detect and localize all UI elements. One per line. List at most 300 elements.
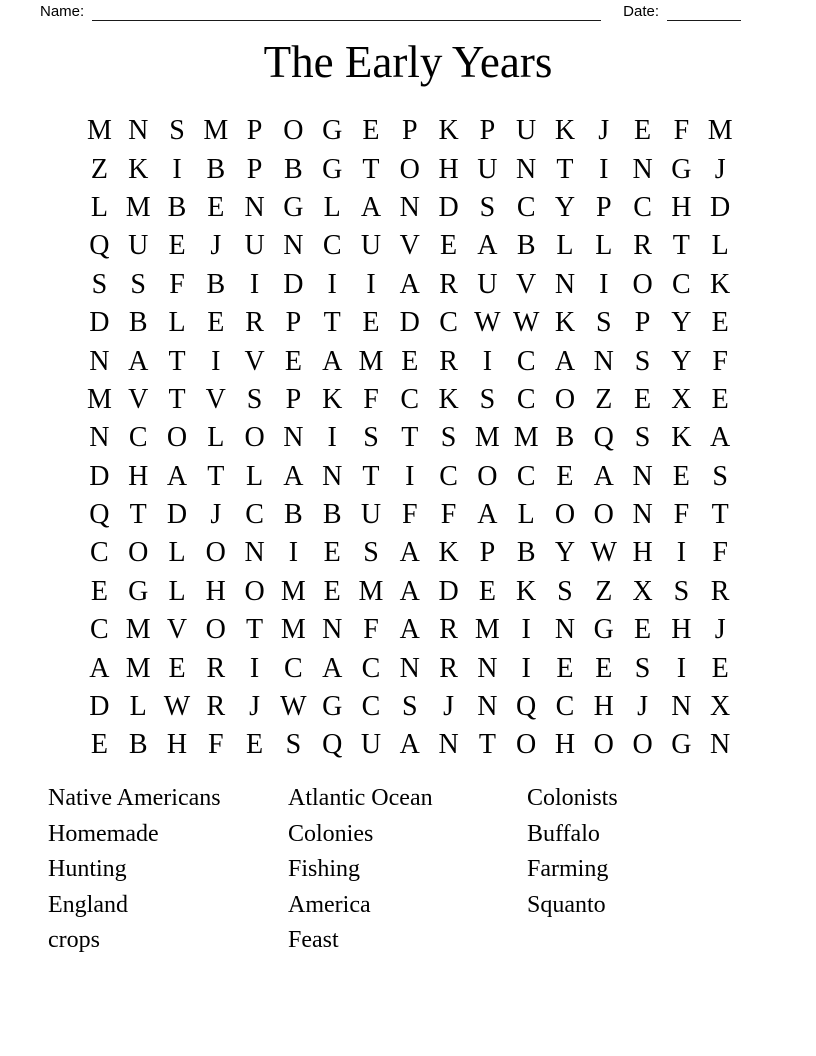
grid-cell: D — [399, 307, 420, 339]
grid-cell: I — [327, 422, 337, 454]
grid-cell: C — [439, 460, 458, 492]
grid-cell: A — [710, 422, 731, 454]
grid-cell: I — [521, 652, 531, 684]
word-list-item: England — [48, 891, 128, 918]
grid-cell: O — [632, 729, 653, 761]
grid-cell: L — [323, 191, 341, 223]
grid-cell: U — [360, 499, 382, 531]
grid-cell: G — [593, 614, 614, 646]
grid-cell: T — [323, 307, 341, 339]
grid-cell: E — [168, 652, 186, 684]
grid-cell: U — [360, 230, 382, 262]
grid-cell: S — [557, 575, 573, 607]
grid-cell: K — [438, 115, 459, 147]
grid-cell: R — [439, 268, 458, 300]
grid-cell: E — [362, 307, 380, 339]
grid-cell: D — [438, 191, 459, 223]
grid-cell: O — [244, 422, 265, 454]
grid-cell: H — [671, 614, 692, 646]
grid-cell: S — [479, 191, 496, 223]
grid-cell: G — [322, 115, 343, 147]
grid-cell: Q — [322, 729, 343, 761]
grid-cell: R — [633, 230, 652, 262]
grid-cell: I — [599, 153, 609, 185]
grid-cell: P — [634, 307, 651, 339]
grid-cell: M — [203, 115, 229, 147]
grid-cell: O — [399, 153, 420, 185]
grid-cell: C — [633, 191, 652, 223]
grid-cell: Z — [90, 153, 108, 185]
grid-cell: V — [205, 383, 226, 415]
grid-cell: B — [322, 499, 342, 531]
grid-cell: T — [401, 422, 419, 454]
grid-cell: U — [244, 230, 265, 262]
grid-cell: Q — [516, 691, 537, 723]
word-list-item: Native Americans — [48, 785, 221, 811]
grid-cell: A — [399, 268, 420, 300]
grid-cell: A — [399, 575, 420, 607]
grid-cell: M — [474, 422, 500, 454]
grid-cell: V — [516, 268, 537, 300]
grid-cell: D — [89, 460, 110, 492]
grid-cell: I — [521, 614, 531, 646]
grid-cell: B — [516, 537, 536, 569]
grid-cell: V — [166, 614, 188, 646]
grid-cell: S — [479, 383, 496, 415]
grid-cell: M — [125, 652, 151, 684]
grid-cell: N — [554, 268, 576, 300]
grid-cell: E — [246, 729, 264, 761]
grid-cell: L — [711, 230, 729, 262]
grid-cell: I — [327, 268, 337, 300]
grid-cell: I — [288, 537, 299, 569]
grid-cell: C — [90, 614, 109, 646]
grid-cell: F — [363, 383, 379, 415]
grid-cell: K — [438, 537, 459, 569]
grid-cell: S — [712, 460, 728, 492]
grid-cell: K — [438, 383, 459, 415]
grid-cell: Y — [554, 537, 576, 569]
grid-cell: R — [439, 652, 458, 684]
grid-cell: N — [399, 191, 420, 223]
grid-cell: E — [672, 460, 690, 492]
grid-cell: O — [516, 729, 537, 761]
word-list-item: America — [288, 891, 371, 918]
grid-cell: Z — [595, 575, 613, 607]
grid-cell: O — [554, 499, 576, 531]
grid-cell: F — [169, 268, 185, 300]
grid-cell: M — [280, 614, 306, 646]
grid-cell: J — [443, 691, 455, 723]
grid-cell: L — [595, 230, 613, 262]
grid-cell: W — [474, 307, 501, 339]
grid-cell: O — [283, 115, 304, 147]
grid-cell: N — [632, 460, 653, 492]
word-list-item: Fishing — [288, 856, 361, 883]
grid-cell: G — [322, 691, 343, 723]
grid-cell: E — [284, 345, 302, 377]
grid-cell: N — [89, 422, 110, 454]
grid-cell: A — [477, 499, 498, 531]
grid-cell: E — [401, 345, 419, 377]
grid-cell: C — [516, 191, 536, 223]
date-label: Date: — [623, 3, 659, 20]
grid-cell: C — [128, 422, 148, 454]
grid-cell: I — [366, 268, 376, 300]
word-list-item: Farming — [527, 856, 609, 883]
grid-cell: K — [322, 383, 343, 415]
grid-cell: J — [598, 115, 610, 147]
grid-cell: C — [361, 652, 381, 684]
grid-cell: C — [322, 230, 342, 262]
grid-cell: N — [477, 652, 498, 684]
grid-cell: E — [711, 307, 729, 339]
grid-cell: O — [128, 537, 149, 569]
grid-cell: H — [128, 460, 149, 492]
grid-cell: E — [595, 652, 613, 684]
grid-cell: N — [244, 191, 265, 223]
grid-cell: S — [285, 729, 302, 761]
grid-cell: L — [246, 460, 264, 492]
grid-cell: S — [634, 652, 651, 684]
grid-cell: N — [322, 614, 343, 646]
grid-cell: A — [593, 460, 614, 492]
word-list-item: Feast — [288, 927, 339, 954]
grid-cell: F — [208, 729, 224, 761]
grid-cell: I — [482, 345, 493, 377]
grid-cell: S — [673, 575, 690, 607]
grid-cell: J — [637, 691, 648, 723]
grid-cell: C — [284, 652, 303, 684]
grid-cell: I — [172, 153, 182, 185]
grid-cell: D — [710, 191, 731, 223]
grid-cell: E — [362, 115, 380, 147]
grid-cell: I — [676, 652, 687, 684]
grid-cell: U — [477, 153, 498, 185]
grid-cell: B — [516, 230, 536, 262]
grid-cell: N — [632, 153, 653, 185]
grid-cell: K — [671, 422, 692, 454]
grid-cell: O — [477, 460, 498, 492]
grid-cell: E — [556, 460, 574, 492]
grid-cell: T — [672, 230, 690, 262]
grid-cell: H — [632, 537, 653, 569]
grid-cell: N — [283, 230, 304, 262]
grid-cell: L — [168, 537, 186, 569]
grid-cell: L — [517, 499, 535, 531]
grid-cell: T — [168, 345, 186, 377]
grid-cell: E — [323, 575, 341, 607]
word-list-item: Atlantic Ocean — [288, 785, 433, 811]
grid-cell: B — [206, 153, 226, 185]
grid-cell: B — [284, 153, 303, 185]
grid-cell: O — [205, 537, 226, 569]
grid-cell: C — [516, 460, 536, 492]
grid-cell: A — [322, 652, 343, 684]
grid-cell: C — [516, 383, 536, 415]
word-list — [0, 781, 816, 961]
name-label: Name: — [40, 3, 85, 20]
grid-cell: X — [671, 383, 692, 415]
grid-cell: H — [593, 691, 614, 723]
word-list-column — [527, 781, 618, 923]
grid-cell: V — [399, 230, 420, 262]
grid-cell: R — [206, 691, 226, 723]
grid-cell: I — [405, 460, 415, 492]
grid-cell: T — [246, 614, 264, 646]
grid-cell: E — [478, 575, 496, 607]
grid-cell: U — [360, 729, 382, 761]
grid-cell: S — [634, 345, 651, 377]
grid-cell: N — [632, 499, 653, 531]
grid-cell: H — [166, 729, 188, 761]
grid-cell: W — [163, 691, 191, 723]
grid-cell: H — [671, 191, 692, 223]
grid-cell: E — [207, 191, 225, 223]
grid-cell: X — [710, 691, 731, 723]
grid-cell: F — [440, 499, 457, 531]
grid-cell: B — [206, 268, 226, 300]
grid-cell: M — [358, 575, 384, 607]
grid-cell: N — [128, 115, 149, 147]
grid-cell: A — [360, 191, 382, 223]
date-blank-line — [667, 2, 741, 21]
grid-cell: O — [244, 575, 265, 607]
grid-cell: E — [556, 652, 574, 684]
grid-cell: L — [168, 307, 186, 339]
grid-cell: F — [363, 614, 379, 646]
grid-cell: O — [166, 422, 188, 454]
grid-cell: T — [711, 499, 729, 531]
grid-cell: N — [438, 729, 459, 761]
grid-cell: O — [593, 729, 614, 761]
grid-cell: L — [556, 230, 574, 262]
grid-cell: I — [211, 345, 221, 377]
grid-cell: D — [89, 691, 110, 723]
grid-cell: S — [595, 307, 612, 339]
grid-cell: E — [207, 307, 225, 339]
word-list-column — [48, 781, 221, 959]
grid-cell: L — [168, 575, 186, 607]
grid-cell: C — [516, 345, 536, 377]
grid-cell: A — [399, 729, 420, 761]
grid-cell: K — [554, 115, 576, 147]
grid-cell: Q — [593, 422, 614, 454]
grid-cell: E — [90, 729, 108, 761]
grid-cell: O — [632, 268, 653, 300]
grid-cell: R — [710, 575, 730, 607]
grid-cell: U — [516, 115, 537, 147]
grid-cell: E — [634, 383, 652, 415]
grid-cell: C — [439, 307, 458, 339]
grid-cell: O — [554, 383, 576, 415]
grid-cell: A — [128, 345, 149, 377]
grid-cell: L — [129, 691, 147, 723]
word-list-item: Colonists — [527, 785, 618, 811]
grid-cell: C — [245, 499, 264, 531]
grid-cell: A — [554, 345, 576, 377]
grid-cell: S — [440, 422, 457, 454]
word-list-item: Buffalo — [527, 820, 600, 847]
grid-cell: A — [477, 230, 498, 262]
grid-cell: A — [166, 460, 188, 492]
grid-cell: P — [246, 115, 263, 147]
grid-cell: C — [400, 383, 420, 415]
grid-cell: R — [245, 307, 264, 339]
grid-cell: D — [89, 307, 110, 339]
grid-cell: N — [89, 345, 110, 377]
grid-cell: N — [477, 691, 498, 723]
grid-cell: T — [168, 383, 186, 415]
grid-cell: M — [707, 115, 733, 147]
grid-cell: C — [555, 691, 575, 723]
grid-cell: C — [672, 268, 691, 300]
grid-cell: P — [285, 307, 302, 339]
grid-cell: N — [593, 345, 614, 377]
grid-cell: R — [206, 652, 226, 684]
word-list-item: Colonies — [288, 820, 374, 847]
grid-cell: J — [249, 691, 261, 723]
grid-cell: A — [283, 460, 304, 492]
grid-cell: U — [128, 230, 149, 262]
grid-cell: E — [440, 230, 458, 262]
grid-cell: T — [362, 460, 380, 492]
grid-cell: N — [283, 422, 304, 454]
grid-cell: G — [322, 153, 343, 185]
grid-cell: D — [166, 499, 188, 531]
grid-cell: S — [169, 115, 185, 147]
grid-cell: B — [167, 191, 187, 223]
grid-cell: F — [712, 537, 728, 569]
grid-cell: M — [513, 422, 539, 454]
grid-cell: T — [362, 153, 380, 185]
grid-cell: F — [401, 499, 418, 531]
grid-cell: M — [125, 191, 151, 223]
word-list-item: crops — [48, 927, 100, 954]
grid-cell: M — [280, 575, 306, 607]
grid-cell: A — [399, 537, 420, 569]
grid-cell: A — [89, 652, 110, 684]
grid-cell: Z — [595, 383, 613, 415]
grid-cell: Y — [671, 345, 692, 377]
grid-cell: L — [207, 422, 225, 454]
grid-cell: P — [479, 537, 496, 569]
grid-cell: R — [439, 345, 458, 377]
grid-cell: R — [439, 614, 458, 646]
word-list-item: Squanto — [527, 891, 606, 918]
grid-cell: T — [207, 460, 225, 492]
grid-cell: G — [671, 729, 692, 761]
grid-cell: H — [205, 575, 226, 607]
header-row — [40, 2, 741, 21]
grid-cell: T — [478, 729, 496, 761]
grid-cell: S — [91, 268, 108, 300]
grid-cell: C — [361, 691, 381, 723]
grid-cell: N — [710, 729, 731, 761]
grid-cell: M — [125, 614, 151, 646]
grid-cell: K — [516, 575, 537, 607]
grid-cell: H — [554, 729, 576, 761]
grid-cell: A — [399, 614, 420, 646]
grid-cell: J — [714, 153, 726, 185]
grid-cell: N — [554, 614, 576, 646]
grid-cell: P — [285, 383, 302, 415]
letter-grid — [80, 112, 740, 765]
grid-cell: P — [595, 191, 612, 223]
grid-cell: N — [399, 652, 420, 684]
grid-cell: F — [712, 345, 728, 377]
puzzle-title: The Early Years — [263, 37, 553, 87]
grid-cell: D — [438, 575, 459, 607]
grid-cell: G — [283, 191, 304, 223]
grid-cell: V — [244, 345, 265, 377]
grid-cell: P — [401, 115, 418, 147]
grid-cell: E — [323, 537, 341, 569]
grid-cell: G — [128, 575, 149, 607]
word-list-item: Hunting — [48, 856, 127, 883]
grid-cell: O — [593, 499, 614, 531]
grid-cell: Y — [554, 191, 576, 223]
grid-cell: U — [477, 268, 498, 300]
grid-cell: S — [401, 691, 418, 723]
grid-cell: J — [210, 230, 222, 262]
grid-cell: J — [714, 614, 726, 646]
grid-cell: F — [673, 115, 690, 147]
word-list-item: Homemade — [48, 820, 159, 847]
grid-cell: S — [246, 383, 263, 415]
grid-cell: B — [284, 499, 303, 531]
grid-cell: V — [128, 383, 149, 415]
grid-cell: M — [474, 614, 500, 646]
grid-cell: Y — [671, 307, 692, 339]
grid-cell: Q — [89, 499, 110, 531]
grid-cell: I — [599, 268, 609, 300]
grid-cell: E — [711, 652, 729, 684]
grid-cell: S — [634, 422, 651, 454]
grid-cell: E — [634, 614, 652, 646]
grid-cell: B — [128, 307, 148, 339]
grid-cell: P — [246, 153, 263, 185]
grid-cell: C — [90, 537, 109, 569]
grid-cell: X — [632, 575, 653, 607]
grid-cell: S — [363, 537, 379, 569]
grid-cell: N — [244, 537, 265, 569]
grid-cell: E — [90, 575, 108, 607]
grid-cell: K — [710, 268, 731, 300]
grid-cell: A — [322, 345, 343, 377]
name-blank-line — [92, 2, 601, 21]
grid-cell: K — [128, 153, 149, 185]
grid-cell: N — [671, 691, 692, 723]
grid-cell: L — [90, 191, 108, 223]
grid-cell: F — [673, 499, 690, 531]
grid-cell: E — [168, 230, 186, 262]
grid-cell: W — [280, 691, 307, 723]
grid-cell: M — [86, 383, 112, 415]
grid-cell: E — [634, 115, 652, 147]
grid-cell: T — [556, 153, 574, 185]
grid-cell: M — [358, 345, 384, 377]
grid-cell: W — [590, 537, 617, 569]
grid-cell: I — [676, 537, 687, 569]
grid-cell: I — [249, 652, 260, 684]
grid-cell: J — [210, 499, 222, 531]
word-list-column — [288, 781, 433, 959]
grid-cell: S — [130, 268, 146, 300]
grid-cell: P — [479, 115, 496, 147]
grid-cell: I — [249, 268, 260, 300]
grid-cell: B — [128, 729, 148, 761]
